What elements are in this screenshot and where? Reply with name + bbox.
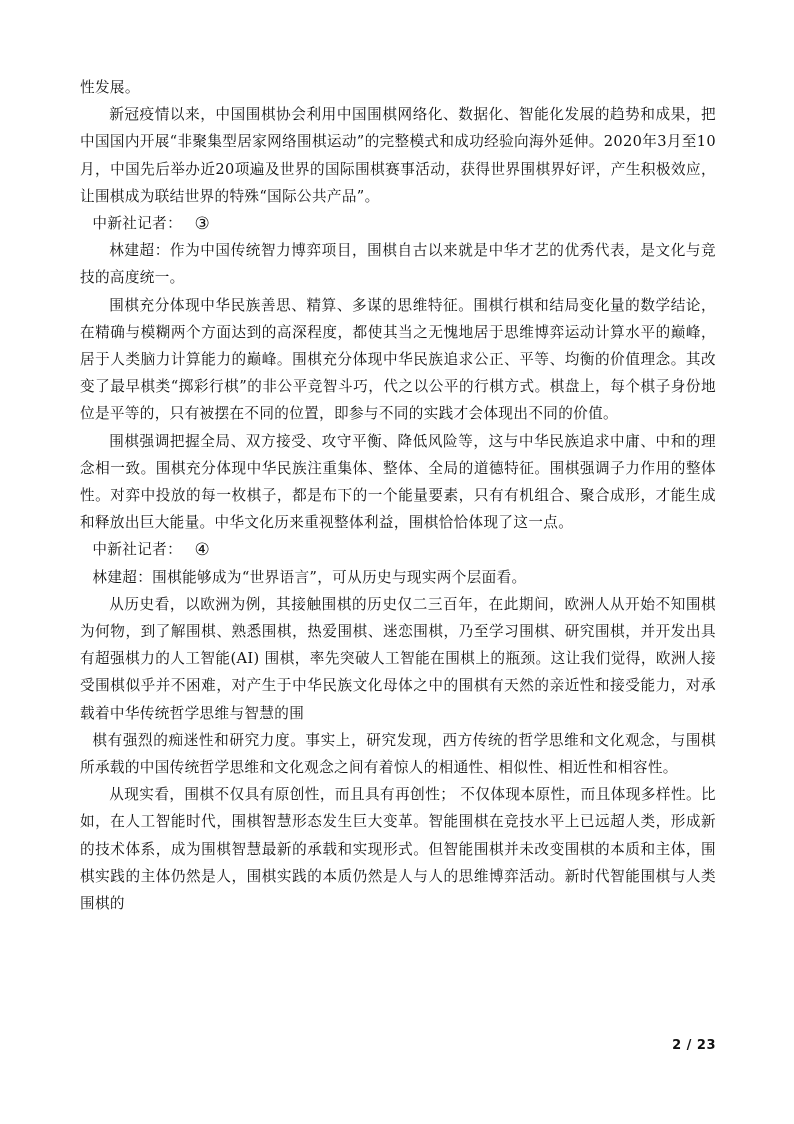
paragraph-history-europe-continued: 棋有强烈的痴迷性和研究力度。事实上，研究发现，西方传统的哲学思维和文化观念，与围棋所承载的中国传统哲学思维和文化观念之间有着惊人的相通性、相似性、相近性和相容性。 xyxy=(80,731,716,777)
paragraph-reality-ai: 从现实看，围棋不仅具有原创性，而且具有再创性； 不仅体现本原性，而且体现多样性。比如，在人工智能时代，围棋智慧形态发生巨大变革。智能围棋在竞技水平上已远超人类，形成新的技术体系，成为围棋智慧最新的承载和实现形式。但智能围棋并未改变围棋的本质和主体，围棋实践的主体仍然是人，围棋实践的本质仍然是人与人的思维博弈活动。新时代智能围棋与人类围棋的 xyxy=(80,786,716,913)
answer-lin-jianchao-2: 林建超：围棋能够成为“世界语言”，可从历史与现实两个层面看。 xyxy=(92,568,527,586)
reporter-label: 中新社记者： xyxy=(92,541,183,559)
reporter-question-3 xyxy=(80,210,716,237)
paragraph-history-europe: 从历史看，以欧洲为例，其接触围棋的历史仅二三百年，在此期间，欧洲人从开始不知围棋为何物，到了解围棋、熟悉围棋，热爱围棋、迷恋围棋，乃至学习围棋、研究围棋，并开发出具有超强棋力的人工智能(AI) 围棋，率先突破人工智能在围棋上的瓶颈。这让我们觉得，欧洲人接受围棋似乎并不困难，对产生于中华民族文化母体之中的围棋有天然的亲近性和接受能力，对承载着中华传统哲学思维与智慧的围 xyxy=(80,595,716,722)
paragraph-thinking-traits: 围棋充分体现中华民族善思、精算、多谋的思维特征。围棋行棋和结局变化量的数学结论，在精确与模糊两个方面达到的高深程度，都使其当之无愧地居于思维博弈运动计算水平的巅峰，居于人类脑力计算能力的巅峰。围棋充分体现中华民族追求公正、平等、均衡的价值理念。其改变了最早棋类“掷彩行棋”的非公平竞智斗巧，代之以公平的行棋方式。棋盘上，每个棋子身份地位是平等的，只有被摆在不同的位置，即参与不同的实践才会体现出不同的价值。 xyxy=(80,296,716,423)
paragraph-holistic-traits: 围棋强调把握全局、双方接受、攻守平衡、降低风险等，这与中华民族追求中庸、中和的理念相一致。围棋充分体现中华民族注重集体、整体、全局的道德特征。围棋强调子力作用的整体性。对弈中投放的每一枚棋子，都是布下的一个能量要素，只有有机组合、聚合成形，才能生成和释放出巨大能量。中华文化历来重视整体利益，围棋恰恰体现了这一点。 xyxy=(80,432,716,532)
reporter-question-4 xyxy=(80,536,716,563)
paragraph-continuation-1: 性发展。 xyxy=(80,79,140,96)
reporter-label: 中新社记者： xyxy=(92,215,183,233)
page-number: 2 / 23 xyxy=(672,1038,716,1053)
paragraph-covid-go-events: 新冠疫情以来，中国围棋协会利用中国围棋网络化、数据化、智能化发展的趋势和成果，把中国国内开展“非聚集型居家网络围棋运动”的完整模式和成功经验向海外延伸。2020年3月至10月，中国先后举办近20项遍及世界的国际围棋赛事活动，获得世界围棋界好评，产生积极效应，让围棋成为联结世界的特殊“国际公共产品”。 xyxy=(80,106,716,205)
question-marker-4: ④ xyxy=(194,540,211,561)
article-body xyxy=(80,74,716,917)
answer-lin-jianchao-1: 林建超：作为中国传统智力博弈项目，围棋自古以来就是中华才艺的优秀代表，是文化与竞技的高度统一。 xyxy=(80,242,716,287)
question-marker-3: ③ xyxy=(194,214,211,235)
